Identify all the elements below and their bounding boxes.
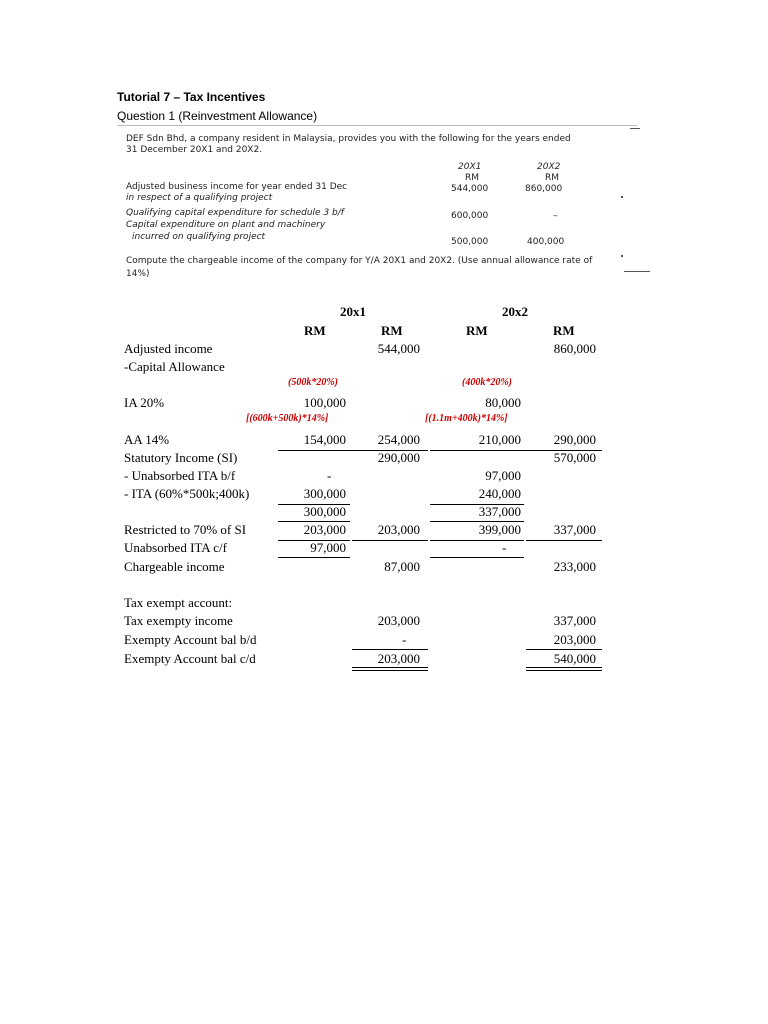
cell-si-20x2: 570,000 xyxy=(553,450,596,465)
rule xyxy=(430,540,524,541)
question-box xyxy=(117,125,637,283)
cell-ita-20x1: 300,000 xyxy=(303,486,346,501)
scan-mark xyxy=(621,196,623,198)
cell-ca-total-20x1: 254,000 xyxy=(377,432,420,447)
unit-header: RM xyxy=(466,323,488,338)
cell-unabsorbed-cf-20x2: - xyxy=(502,540,507,555)
cell-ita-total-20x2: 337,000 xyxy=(478,504,521,519)
cell-restricted-20x1: 203,000 xyxy=(377,522,420,537)
row-label-unabsorbed-cf: Unabsorbed ITA c/f xyxy=(124,540,227,555)
question-row1-v1: 544,000 xyxy=(451,184,489,194)
cell-chargeable-20x2: 233,000 xyxy=(553,559,596,574)
row-label-statutory-income: Statutory Income (SI) xyxy=(124,450,238,465)
cell-unabsorbed-cf-20x1: 97,000 xyxy=(310,540,346,555)
question-row1-label: Adjusted business income for year ended 31 Dec xyxy=(126,182,348,192)
cell-ia-20x1: 100,000 xyxy=(303,395,346,410)
rule xyxy=(352,649,428,650)
question-task-line1: Compute the chargeable income of the company for Y/A 20X1 and 20X2. (Use annual allowance rate of xyxy=(126,256,593,266)
row-label-adjusted-income: Adjusted income xyxy=(124,341,213,356)
question-task-line2: 14%) xyxy=(126,269,150,279)
row-label-unabsorbed-bf: - Unabsorbed ITA b/f xyxy=(124,468,236,483)
scan-mark xyxy=(630,128,640,129)
question-heading: Question 1 (Reinvestment Allowance) xyxy=(117,109,318,123)
aa-formula-20x1: [(600k+500k)*14%] xyxy=(246,413,329,424)
question-row1-label2: in respect of a qualifying project xyxy=(126,193,273,203)
question-row3-label2: incurred on qualifying project xyxy=(132,232,266,242)
row-label-exempt-bal-bd: Exempty Account bal b/d xyxy=(124,632,257,647)
double-rule xyxy=(352,667,428,671)
scan-mark xyxy=(624,271,650,272)
cell-ia-20x2: 80,000 xyxy=(485,395,521,410)
ia-formula-20x2: (400k*20%) xyxy=(462,377,512,388)
double-rule xyxy=(526,667,602,671)
question-row3-label: Capital expenditure on plant and machinery xyxy=(126,220,326,230)
scan-mark xyxy=(621,255,623,257)
cell-restricted-20x2: 337,000 xyxy=(553,522,596,537)
cell-ita-20x2: 240,000 xyxy=(478,486,521,501)
question-col2-unit: RM xyxy=(545,173,560,183)
cell-unabsorbed-bf-20x2: 97,000 xyxy=(485,468,521,483)
cell-unabsorbed-bf-20x1: - xyxy=(327,468,332,483)
cell-aa-20x2: 210,000 xyxy=(478,432,521,447)
cell-exempt-bd-20x1: - xyxy=(402,632,407,647)
row-label-exempt-bal-cd: Exempty Account bal c/d xyxy=(124,651,256,666)
unit-header: RM xyxy=(381,323,403,338)
aa-formula-20x2: [(1.1m+400k)*14%] xyxy=(425,413,508,424)
row-label-ita: - ITA (60%*500k;400k) xyxy=(124,486,250,501)
unit-header: RM xyxy=(304,323,326,338)
cell-exempt-bd-20x2: 203,000 xyxy=(553,632,596,647)
year-header-20x2: 20x2 xyxy=(502,304,528,319)
question-row1-v2: 860,000 xyxy=(525,184,563,194)
row-label-ia: IA 20% xyxy=(124,395,165,410)
rule xyxy=(526,540,602,541)
cell-exempt-income-20x2: 337,000 xyxy=(553,613,596,628)
cell-ca-total-20x2: 290,000 xyxy=(553,432,596,447)
question-row2-label: Qualifying capital expenditure for schedule 3 b/f xyxy=(126,208,344,218)
year-header-20x1: 20x1 xyxy=(340,304,366,319)
question-col1-year: 20X1 xyxy=(458,162,482,172)
cell-adjusted-income-20x1: 544,000 xyxy=(377,341,420,356)
row-label-tax-exempt-income: Tax exempty income xyxy=(124,613,233,628)
row-label-restricted: Restricted to 70% of SI xyxy=(124,522,247,537)
unit-header: RM xyxy=(553,323,575,338)
question-col2-year: 20X2 xyxy=(537,162,561,172)
question-row3-v2: 400,000 xyxy=(527,237,565,247)
cell-restricted-ita-20x1: 203,000 xyxy=(303,522,346,537)
question-row3-v1: 500,000 xyxy=(451,237,489,247)
page-title: Tutorial 7 – Tax Incentives xyxy=(117,90,266,104)
row-label-chargeable-income: Chargeable income xyxy=(124,559,225,574)
question-intro-line1: DEF Sdn Bhd, a company resident in Malaysia, provides you with the following for the years ended xyxy=(126,134,571,144)
cell-chargeable-20x1: 87,000 xyxy=(384,559,420,574)
question-row2-v1: 600,000 xyxy=(451,211,489,221)
rule xyxy=(430,557,524,558)
cell-exempt-income-20x1: 203,000 xyxy=(377,613,420,628)
rule xyxy=(526,649,602,650)
cell-adjusted-income-20x2: 860,000 xyxy=(553,341,596,356)
question-col1-unit: RM xyxy=(465,173,480,183)
cell-aa-20x1: 154,000 xyxy=(303,432,346,447)
cell-si-20x1: 290,000 xyxy=(377,450,420,465)
rule xyxy=(278,557,350,558)
cell-ita-total-20x1: 300,000 xyxy=(303,504,346,519)
row-label-capital-allowance: -Capital Allowance xyxy=(124,359,225,374)
cell-exempt-cd-20x1: 203,000 xyxy=(377,651,420,666)
cell-restricted-ita-20x2: 399,000 xyxy=(478,522,521,537)
rule xyxy=(352,540,428,541)
question-intro-line2: 31 December 20X1 and 20X2. xyxy=(126,145,263,155)
row-label-aa: AA 14% xyxy=(124,432,170,447)
question-row2-v2: – xyxy=(553,211,558,221)
ia-formula-20x1: (500k*20%) xyxy=(288,377,338,388)
cell-exempt-cd-20x2: 540,000 xyxy=(553,651,596,666)
section-heading-tax-exempt: Tax exempt account: xyxy=(124,595,233,610)
